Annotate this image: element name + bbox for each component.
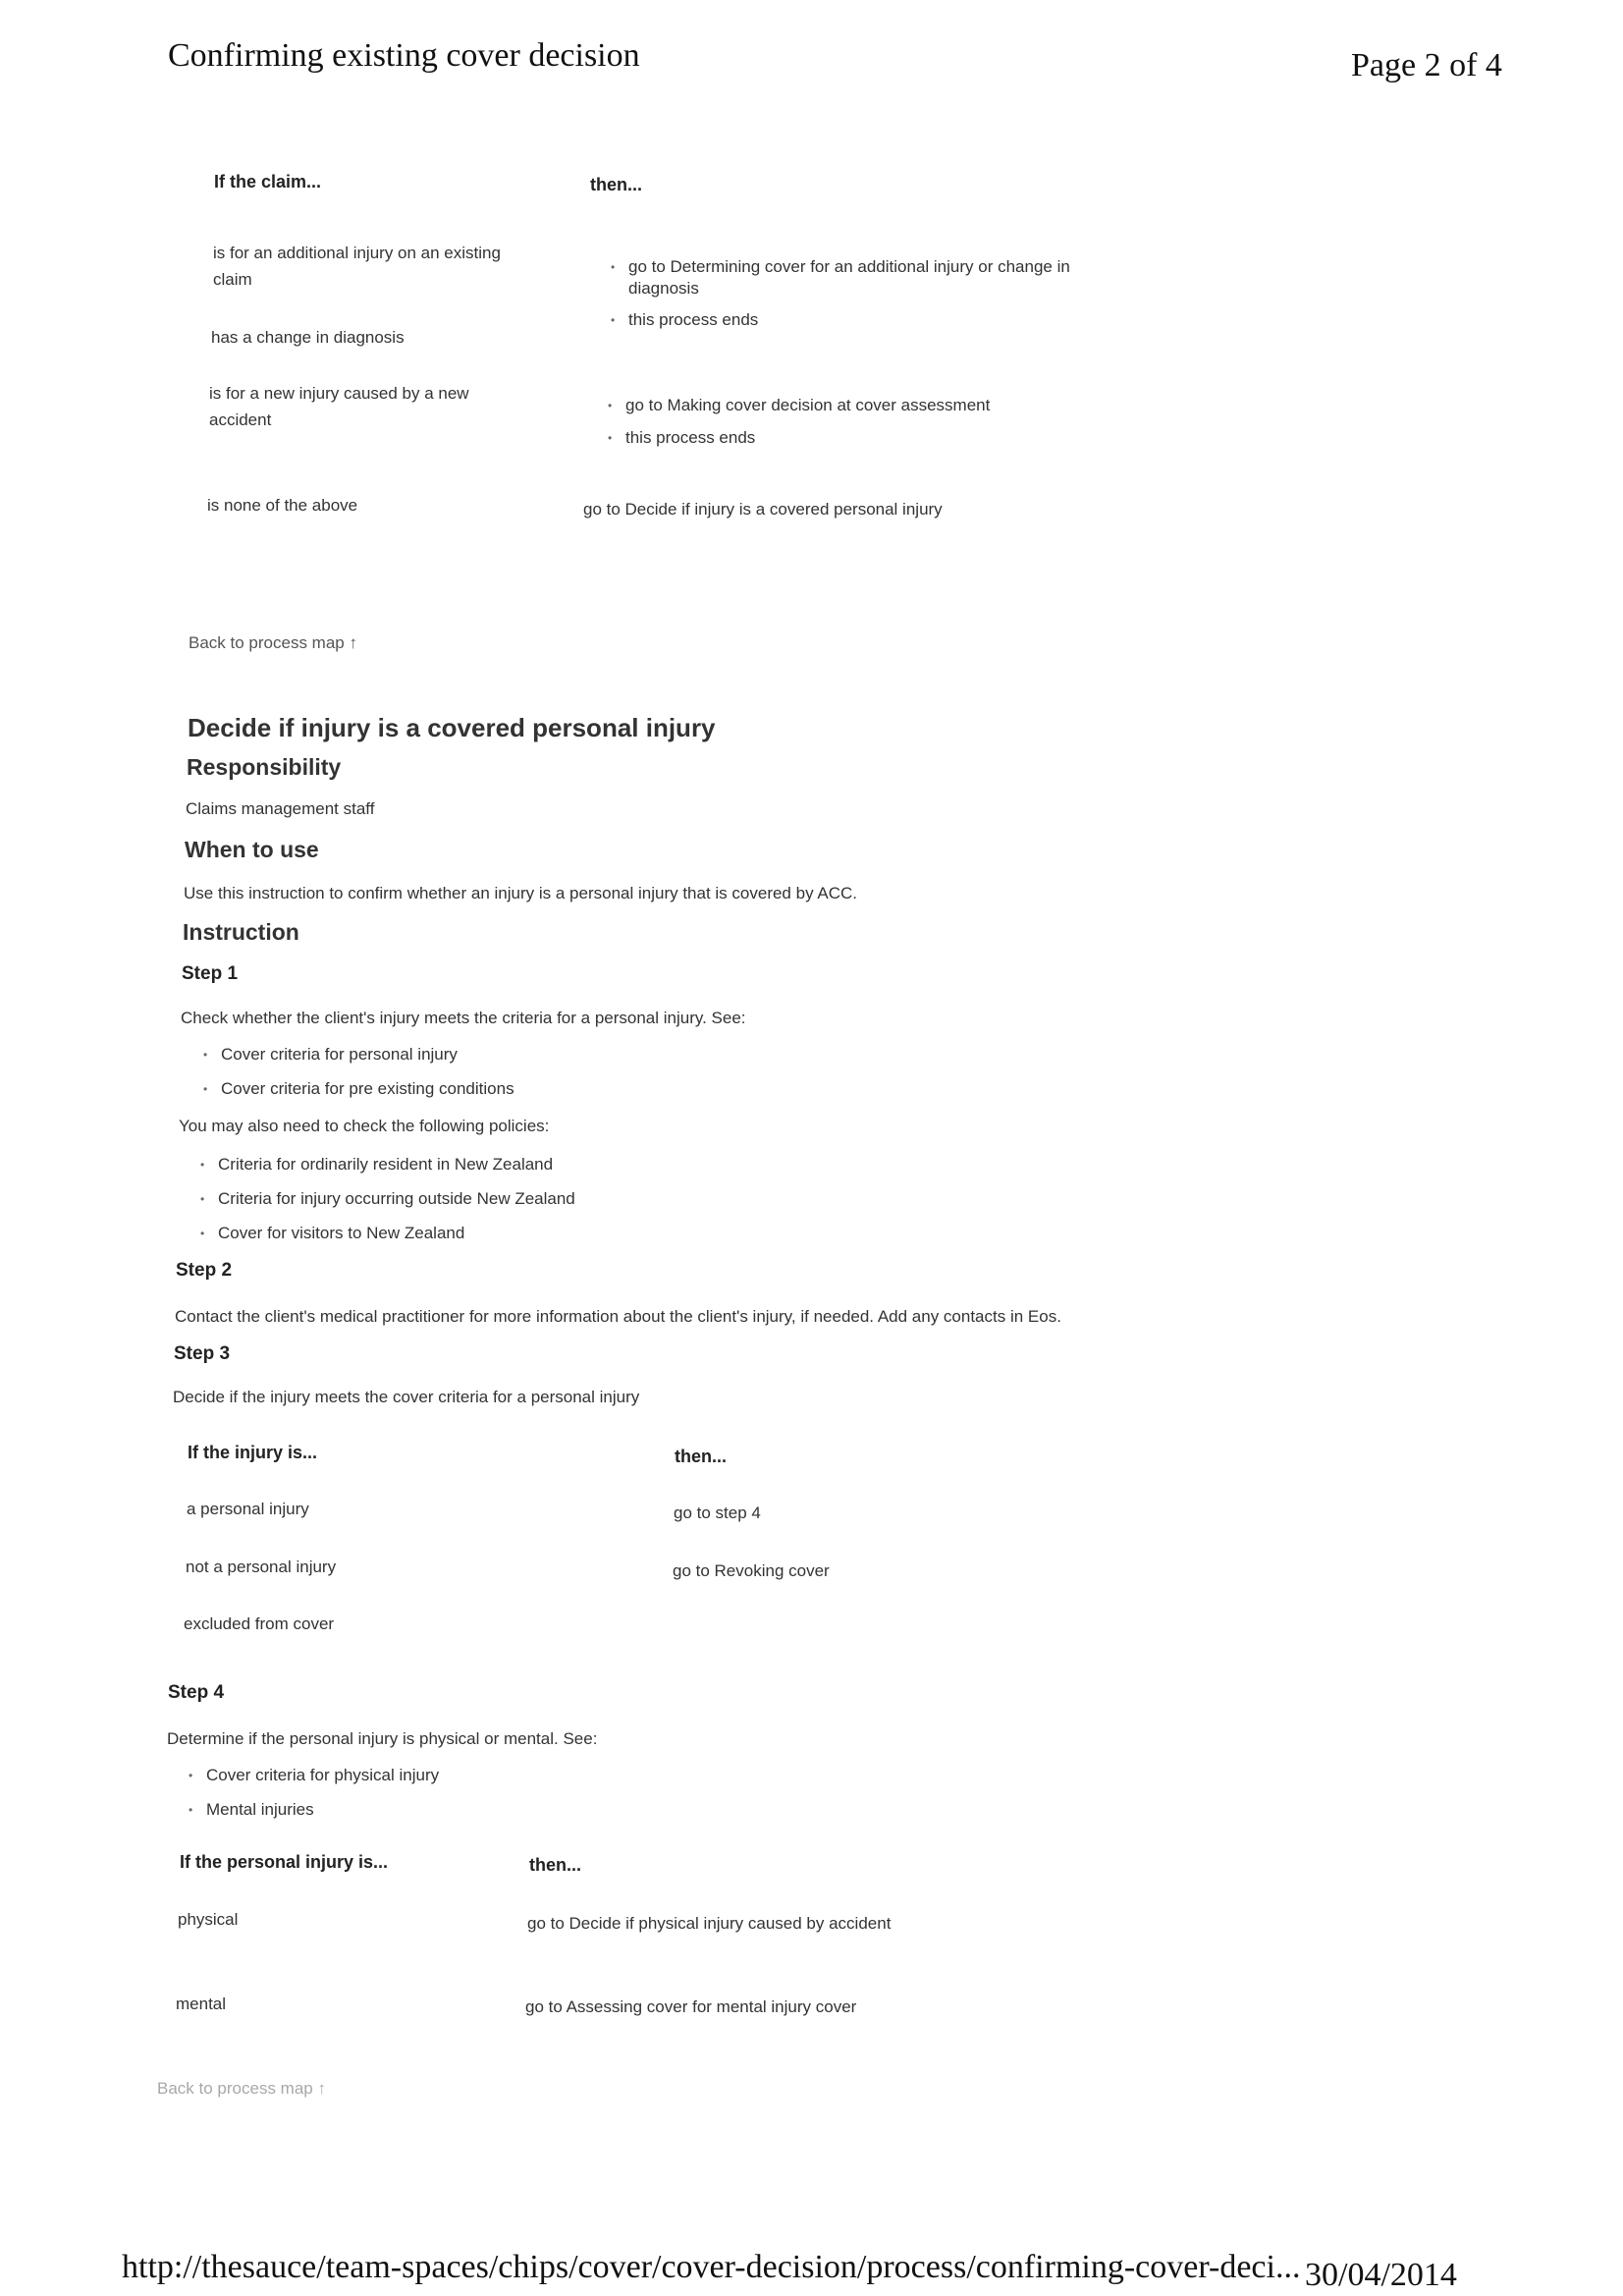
table-header-action: then... <box>590 175 642 194</box>
table-header-action: then... <box>529 1855 581 1875</box>
policies-link-list <box>200 1154 575 1257</box>
step3-text: Decide if the injury meets the cover criteria for a personal injury <box>173 1388 640 1406</box>
arrow-up-icon: ↑ <box>317 2079 326 2098</box>
table-cell-condition: is none of the above <box>207 496 358 515</box>
when-to-use-heading: When to use <box>185 837 319 862</box>
action-link-decide-covered-injury[interactable]: go to Decide if injury is a covered personal injury <box>583 500 943 519</box>
table-action-list <box>611 256 1121 331</box>
back-link-label: Back to process map <box>157 2079 313 2098</box>
step1-text: Check whether the client's injury meets the criteria for a personal injury. See: <box>181 1009 746 1027</box>
action-link-making-cover-decision[interactable]: • go to Making cover decision at cover assessment <box>608 395 1118 416</box>
arrow-up-icon: ↑ <box>349 633 357 652</box>
table-cell-condition: is for a new injury caused by a new accident <box>209 384 469 429</box>
table-cell-condition: not a personal injury <box>186 1558 337 1576</box>
table-cell-condition: is for an additional injury on an existing claim <box>213 244 501 289</box>
footer-url: http://thesauce/team-spaces/chips/cover/cover-decision/process/confirming-cover-deci... <box>122 2249 1301 2285</box>
action-link-mental-injury-cover[interactable]: go to Assessing cover for mental injury cover <box>525 1997 857 2016</box>
table-cell-condition: excluded from cover <box>184 1614 335 1633</box>
page-title: Confirming existing cover decision <box>168 37 640 74</box>
action-link-revoking-cover[interactable]: go to Revoking cover <box>673 1561 830 1580</box>
back-link-label: Back to process map <box>189 633 345 652</box>
table-header-condition: If the injury is... <box>188 1443 318 1462</box>
action-link-determining-cover[interactable]: • go to Determining cover for an additional injury or change in diagnosis <box>611 256 1121 300</box>
step2-heading: Step 2 <box>176 1260 233 1281</box>
table-cell-condition: has a change in diagnosis <box>211 328 405 347</box>
step1-link-list <box>203 1044 514 1113</box>
link-mental-injuries[interactable]: • Mental injuries <box>189 1799 439 1821</box>
table-cell-condition: mental <box>176 1995 227 2013</box>
link-visitors-to-nz[interactable]: • Cover for visitors to New Zealand <box>200 1223 575 1244</box>
step4-link-list <box>189 1765 439 1833</box>
table-header-condition: If the claim... <box>214 172 322 191</box>
back-to-process-map-link[interactable] <box>189 633 357 653</box>
action-process-ends: • this process ends <box>611 309 1121 331</box>
step4-text: Determine if the personal injury is physical or mental. See: <box>167 1729 598 1748</box>
table-header-action: then... <box>675 1447 727 1466</box>
responsibility-text: Claims management staff <box>186 799 375 818</box>
table-cell-condition: a personal injury <box>187 1500 309 1518</box>
table-action-list <box>608 395 1118 449</box>
link-cover-criteria-physical-injury[interactable]: • Cover criteria for physical injury <box>189 1765 439 1786</box>
back-to-process-map-link[interactable] <box>157 2079 326 2099</box>
section-title: Decide if injury is a covered personal injury <box>188 713 716 742</box>
link-injury-outside-nz[interactable]: • Criteria for injury occurring outside New Zealand <box>200 1188 575 1210</box>
step3-heading: Step 3 <box>174 1343 231 1364</box>
action-link-physical-injury-accident[interactable]: go to Decide if physical injury caused by accident <box>527 1914 892 1933</box>
footer-date: 30/04/2014 <box>1305 2257 1457 2293</box>
step2-text: Contact the client's medical practitioner for more information about the client's injury, if needed. Add any contacts in Eos. <box>175 1307 1061 1326</box>
step4-heading: Step 4 <box>168 1682 225 1703</box>
table-header-condition: If the personal injury is... <box>180 1852 389 1872</box>
action-process-ends: • this process ends <box>608 427 1118 449</box>
instruction-heading: Instruction <box>183 919 299 945</box>
policies-intro: You may also need to check the following policies: <box>179 1117 550 1135</box>
link-cover-criteria-pre-existing[interactable]: • Cover criteria for pre existing conditions <box>203 1078 514 1100</box>
page-number: Page 2 of 4 <box>1351 47 1502 83</box>
action-link-step-4[interactable]: go to step 4 <box>674 1503 761 1522</box>
responsibility-heading: Responsibility <box>187 754 342 780</box>
when-to-use-text: Use this instruction to confirm whether an injury is a personal injury that is covered by ACC. <box>184 884 857 902</box>
link-cover-criteria-personal-injury[interactable]: • Cover criteria for personal injury <box>203 1044 514 1066</box>
link-ordinarily-resident[interactable]: • Criteria for ordinarily resident in New Zealand <box>200 1154 575 1175</box>
table-cell-condition: physical <box>178 1910 239 1929</box>
step1-heading: Step 1 <box>182 963 239 984</box>
